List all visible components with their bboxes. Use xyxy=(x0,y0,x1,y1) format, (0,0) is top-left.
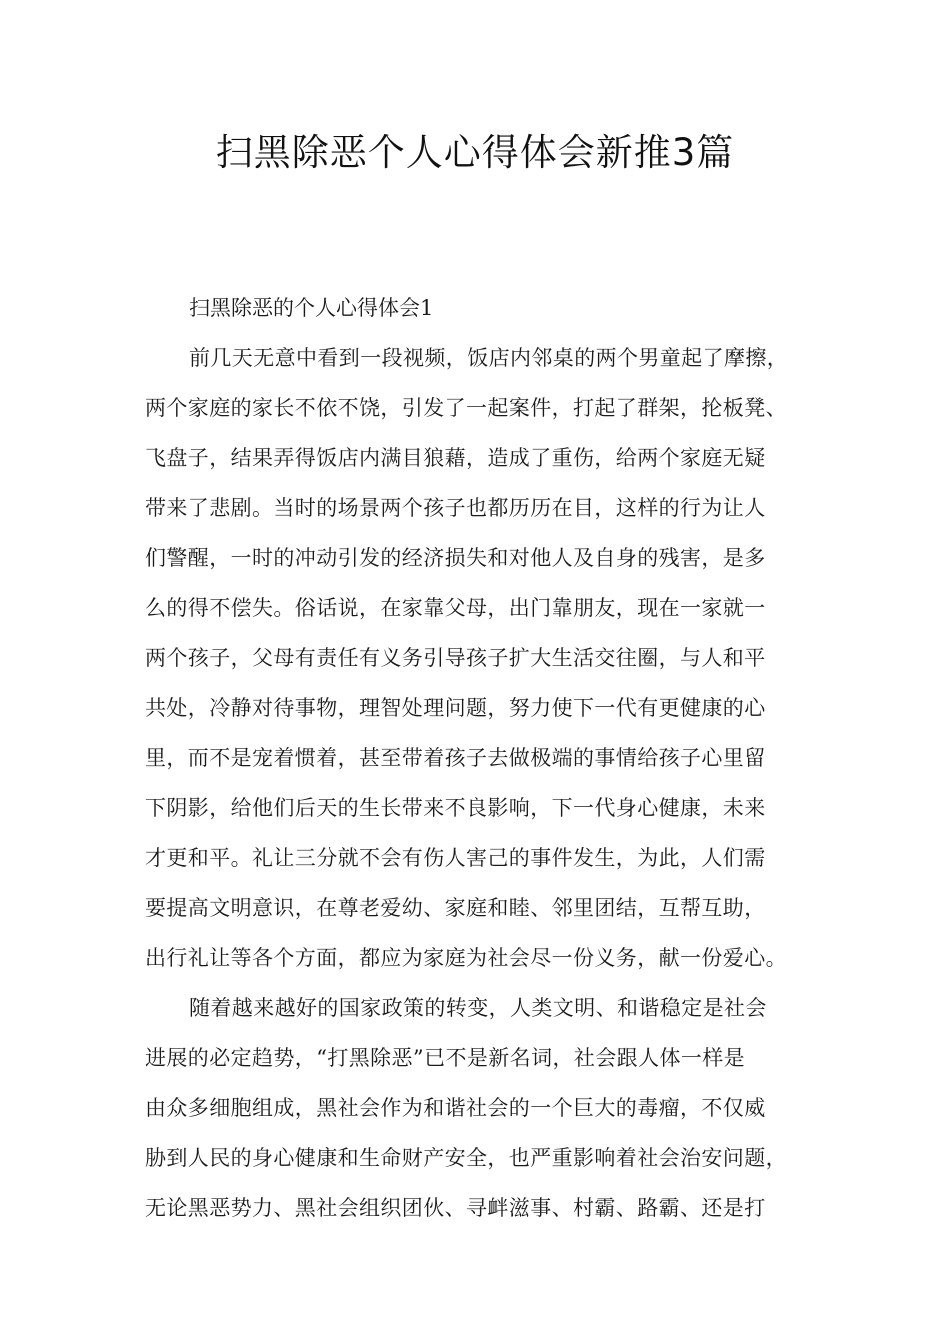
text-line: 两个家庭的家长不依不饶，引发了一起案件，打起了群架，抡板凳、 xyxy=(145,396,787,420)
text-line: 随着越来越好的国家政策的转变，人类文明、和谐稳定是社会 xyxy=(189,996,767,1020)
text-line: 共处，冷静对待事物，理智处理问题，努力使下一代有更健康的心 xyxy=(145,696,766,720)
text-line: 么的得不偿失。俗话说，在家靠父母，出门靠朋友，现在一家就一 xyxy=(145,596,766,620)
text-line: 两个孩子，父母有责任有义务引导孩子扩大生活交往圈，与人和平 xyxy=(145,646,766,670)
text-line: 带来了悲剧。当时的场景两个孩子也都历历在目，这样的行为让人 xyxy=(145,496,766,520)
document-title: 扫黑除恶个人心得体会新推3篇 xyxy=(215,131,735,174)
text-line: 由众多细胞组成，黑社会作为和谐社会的一个巨大的毒瘤，不仅威 xyxy=(145,1096,766,1120)
text-line: 前几天无意中看到一段视频，饭店内邻桌的两个男童起了摩擦， xyxy=(189,346,789,370)
text-line: 进展的必定趋势，“打黑除恶”已不是新名词，社会跟人体一样是 xyxy=(145,1046,746,1070)
text-line: 要提高文明意识，在尊老爱幼、家庭和睦、邻里团结，互帮互助， xyxy=(145,896,766,920)
text-line: 出行礼让等各个方面，都应为家庭为社会尽一份义务，献一份爱心。 xyxy=(145,946,787,970)
text-line: 胁到人民的身心健康和生命财产安全，也严重影响着社会治安问题， xyxy=(145,1146,787,1170)
text-line: 无论黑恶势力、黑社会组织团伙、寻衅滋事、村霸、路霸、还是打 xyxy=(145,1196,766,1220)
text-line: 才更和平。礼让三分就不会有伤人害己的事件发生，为此，人们需 xyxy=(145,846,766,870)
text-line: 下阴影，给他们后天的生长带来不良影响，下一代身心健康，未来 xyxy=(145,796,766,820)
text-line: 们警醒，一时的冲动引发的经济损失和对他人及自身的残害，是多 xyxy=(145,546,766,570)
paragraph-2 xyxy=(145,983,845,1233)
text-line: 里，而不是宠着惯着，甚至带着孩子去做极端的事情给孩子心里留 xyxy=(145,746,766,770)
paragraph-1 xyxy=(145,333,845,983)
text-line: 飞盘子，结果弄得饭店内满目狼藉，造成了重伤，给两个家庭无疑 xyxy=(145,446,766,470)
document-body xyxy=(145,283,845,1233)
section-heading: 扫黑除恶的个人心得体会1 xyxy=(189,296,434,320)
